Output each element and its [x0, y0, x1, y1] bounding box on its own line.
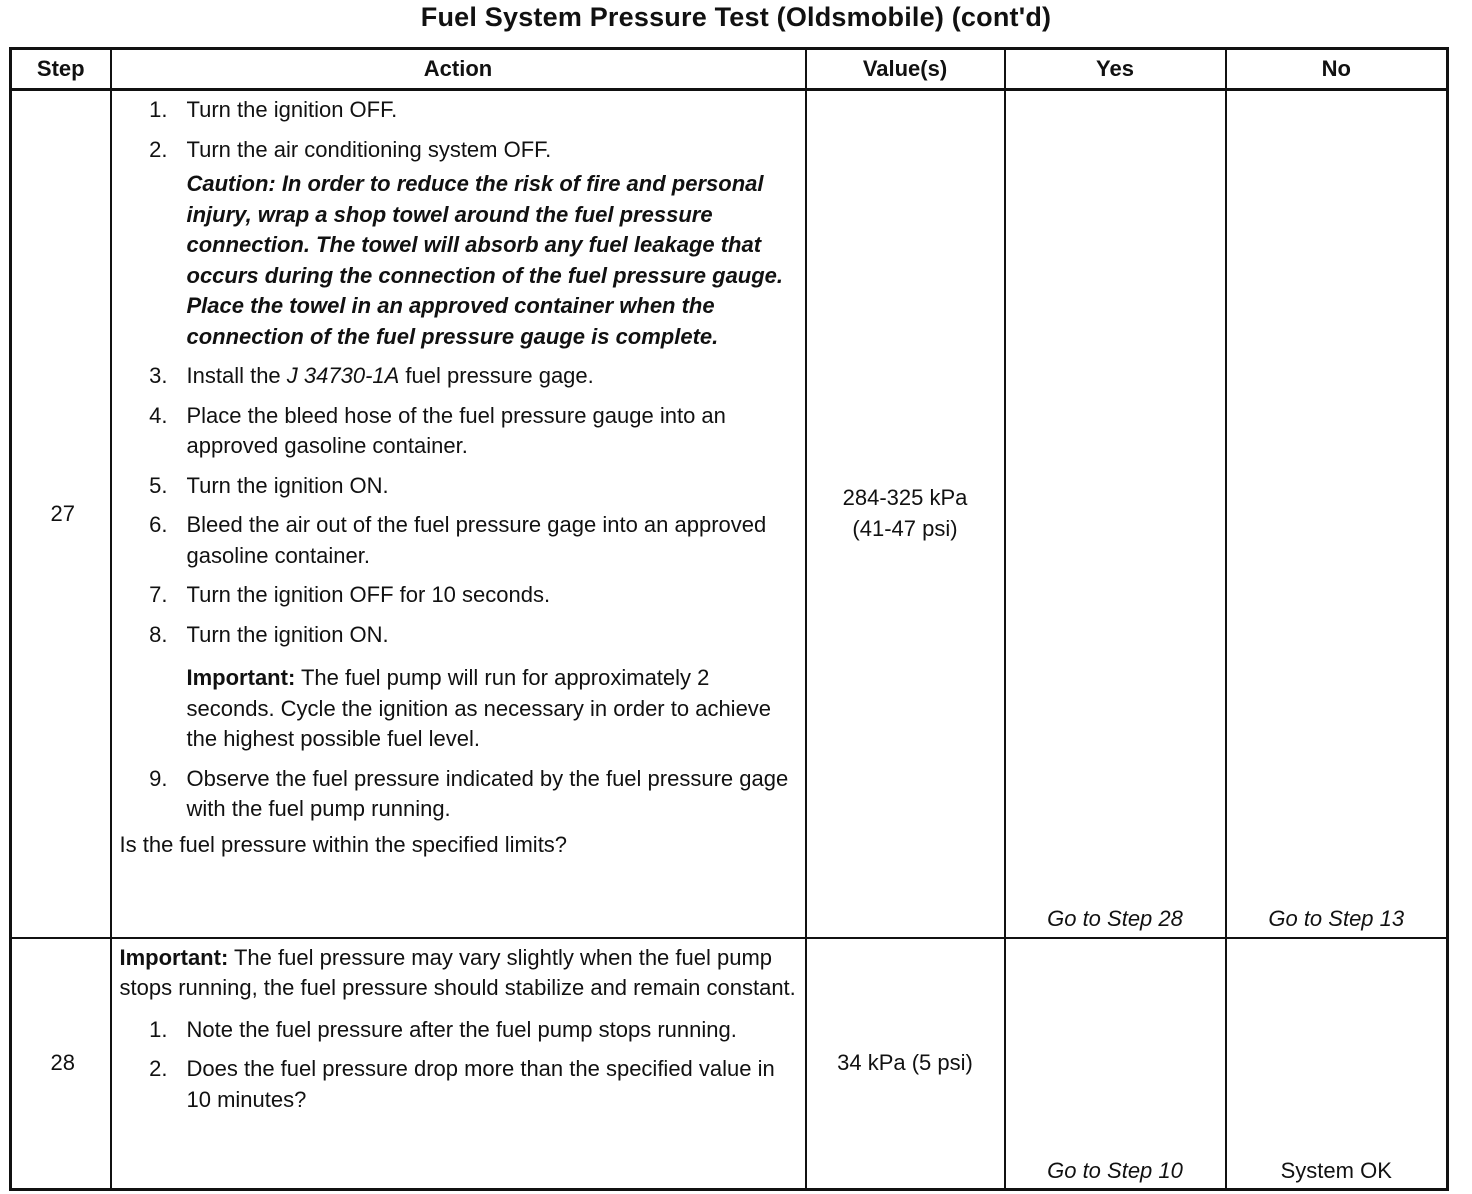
no-cell: System OK — [1226, 938, 1448, 1190]
list-item — [120, 1054, 797, 1115]
important-note — [120, 663, 797, 755]
important-note — [120, 943, 797, 1004]
action-steps — [120, 361, 797, 650]
header-action: Action — [111, 49, 806, 90]
action-steps — [120, 95, 797, 165]
header-values: Value(s) — [806, 49, 1005, 90]
item-number: 5. — [149, 472, 168, 498]
list-item — [120, 401, 797, 462]
item-number: 1. — [149, 1016, 168, 1042]
step-number: 27 — [11, 90, 111, 938]
decision-question: Is the fuel pressure within the specified limits? — [119, 831, 568, 857]
tool-number: J 34730-1A — [286, 363, 400, 388]
item-text: Place the bleed hose of the fuel pressure gauge into an approved gasoline container. — [186, 402, 726, 458]
item-number: 4. — [149, 402, 168, 428]
action-steps — [120, 1015, 797, 1116]
item-text-post: fuel pressure gage. — [399, 363, 594, 388]
item-text: Turn the ignition OFF. — [186, 97, 398, 122]
important-text: The fuel pump will run for approximately 2 seconds. Cycle the ignition as necessary in order to achieve the highest possible fuel level. — [186, 665, 772, 751]
item-text-pre: Install the — [186, 363, 287, 388]
table-row-step-28 — [11, 938, 1448, 1190]
important-label: Important: — [119, 944, 229, 970]
list-item — [120, 471, 797, 502]
item-text: Turn the air conditioning system OFF. — [186, 136, 552, 162]
header-yes: Yes — [1005, 49, 1226, 90]
list-item — [120, 1015, 797, 1046]
action-cell — [111, 90, 806, 938]
item-number: 2. — [149, 1056, 168, 1081]
list-item — [120, 764, 797, 825]
value-cell — [806, 90, 1005, 938]
item-number: 1. — [149, 97, 168, 122]
page-title: Fuel System Pressure Test (Oldsmobile) (cont'd) — [420, 2, 1052, 32]
caution-note: Caution: In order to reduce the risk of fire and personal injury, wrap a shop towel around the fuel pressure connection. The towel will absorb any fuel leakage that occurs during the connection of the fuel pressure gauge. Place the towel in an approved container when the connection of the fuel pressure gauge is complete. — [186, 171, 784, 349]
item-text: Observe the fuel pressure indicated by the fuel pressure gage with the fuel pump running. — [186, 765, 789, 821]
value-cell: 34 kPa (5 psi) — [806, 938, 1005, 1190]
step-number: 28 — [11, 938, 111, 1190]
item-text: Note the fuel pressure after the fuel pump stops running. — [186, 1016, 737, 1042]
value-psi: (41-47 psi) — [852, 515, 958, 541]
item-text: Turn the ignition ON. — [186, 472, 389, 498]
list-item — [120, 510, 797, 571]
value-kpa: 284-325 kPa — [842, 485, 968, 511]
item-text: Turn the ignition OFF for 10 seconds. — [186, 582, 551, 607]
item-number: 3. — [149, 363, 168, 388]
item-text: Does the fuel pressure drop more than the specified value in 10 minutes? — [186, 1056, 775, 1112]
item-text: Bleed the air out of the fuel pressure gage into an approved gasoline container. — [186, 512, 767, 568]
yes-cell: Go to Step 10 — [1005, 938, 1226, 1190]
header-step: Step — [11, 49, 111, 90]
item-number: 8. — [149, 621, 168, 647]
action-steps — [120, 764, 797, 825]
item-number: 2. — [149, 136, 168, 162]
procedure-table — [9, 47, 1449, 1191]
important-text: The fuel pressure may vary slightly when the fuel pump stops running, the fuel pressure should stabilize and remain constant. — [119, 944, 796, 1000]
list-item — [120, 580, 797, 611]
action-cell — [111, 938, 806, 1190]
list-item — [120, 620, 797, 651]
item-text: Turn the ignition ON. — [186, 621, 389, 647]
important-label: Important: — [186, 665, 296, 690]
table-row-step-27 — [11, 90, 1448, 938]
header-row — [11, 49, 1448, 90]
list-item — [120, 95, 797, 126]
item-number: 7. — [149, 582, 168, 607]
item-number: 9. — [149, 765, 168, 791]
list-item — [120, 361, 797, 392]
no-cell: Go to Step 13 — [1226, 90, 1448, 938]
item-number: 6. — [149, 512, 168, 537]
list-item — [120, 135, 797, 166]
header-no: No — [1226, 49, 1448, 90]
yes-cell: Go to Step 28 — [1005, 90, 1226, 938]
